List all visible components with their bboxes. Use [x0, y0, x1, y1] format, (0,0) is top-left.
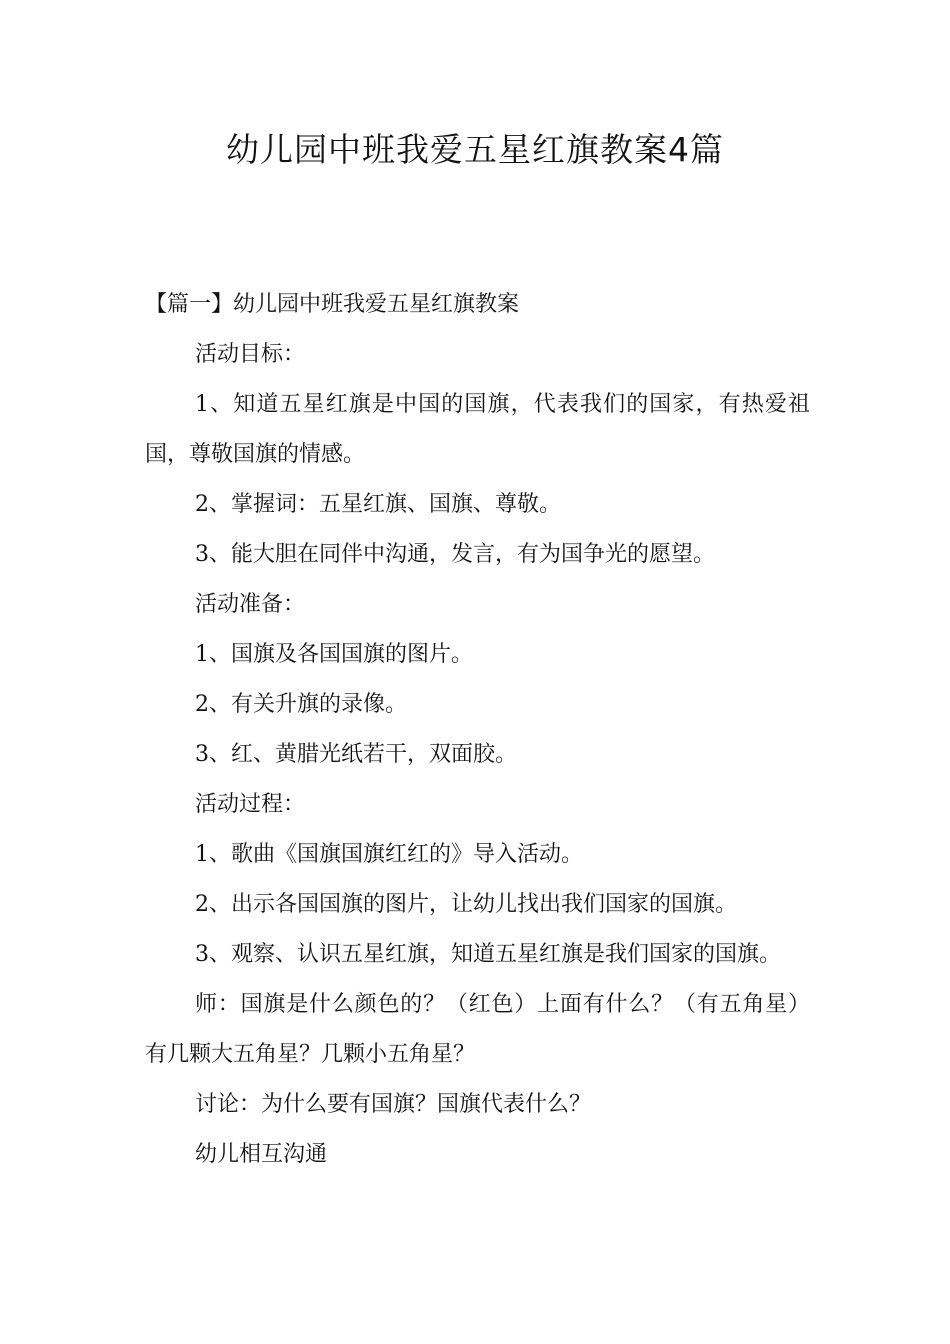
document-body — [145, 280, 810, 1180]
paragraph-process-1: 1、歌曲《国旗国旗红红的》导入活动。 — [195, 842, 583, 867]
paragraph-goal-1: 1、知道五星红旗是中国的国旗，代表我们的国家，有热爱祖国，尊敬国旗的情感。 — [145, 392, 810, 467]
paragraph-activity-preparation: 活动准备： — [195, 592, 306, 617]
paragraph-prep-1: 1、国旗及各国国旗的图片。 — [195, 642, 473, 667]
paragraph-process-3: 3、观察、认识五星红旗，知道五星红旗是我们国家的国旗。 — [195, 942, 781, 967]
section-heading: 【篇一】幼儿园中班我爱五星红旗教案 — [145, 292, 520, 317]
paragraph-teacher-question: 师：国旗是什么颜色的？（红色）上面有什么？（有五角星）有几颗大五角星？几颗小五角星？ — [145, 992, 810, 1067]
document-title: 幼儿园中班我爱五星红旗教案4篇 — [226, 130, 724, 169]
paragraph-prep-2: 2、有关升旗的录像。 — [195, 692, 407, 717]
paragraph-goal-2: 2、掌握词：五星红旗、国旗、尊敬。 — [195, 492, 561, 517]
paragraph-process-2: 2、出示各国国旗的图片，让幼儿找出我们国家的国旗。 — [195, 892, 737, 917]
paragraph-activity-goals: 活动目标： — [195, 342, 306, 367]
paragraph-activity-process: 活动过程： — [195, 792, 306, 817]
paragraph-prep-3: 3、红、黄腊光纸若干，双面胶。 — [195, 742, 517, 767]
paragraph-discussion: 讨论：为什么要有国旗？国旗代表什么？ — [195, 1092, 592, 1117]
paragraph-children-communicate: 幼儿相互沟通 — [195, 1142, 328, 1167]
paragraph-goal-3: 3、能大胆在同伴中沟通，发言，有为国争光的愿望。 — [195, 542, 715, 567]
